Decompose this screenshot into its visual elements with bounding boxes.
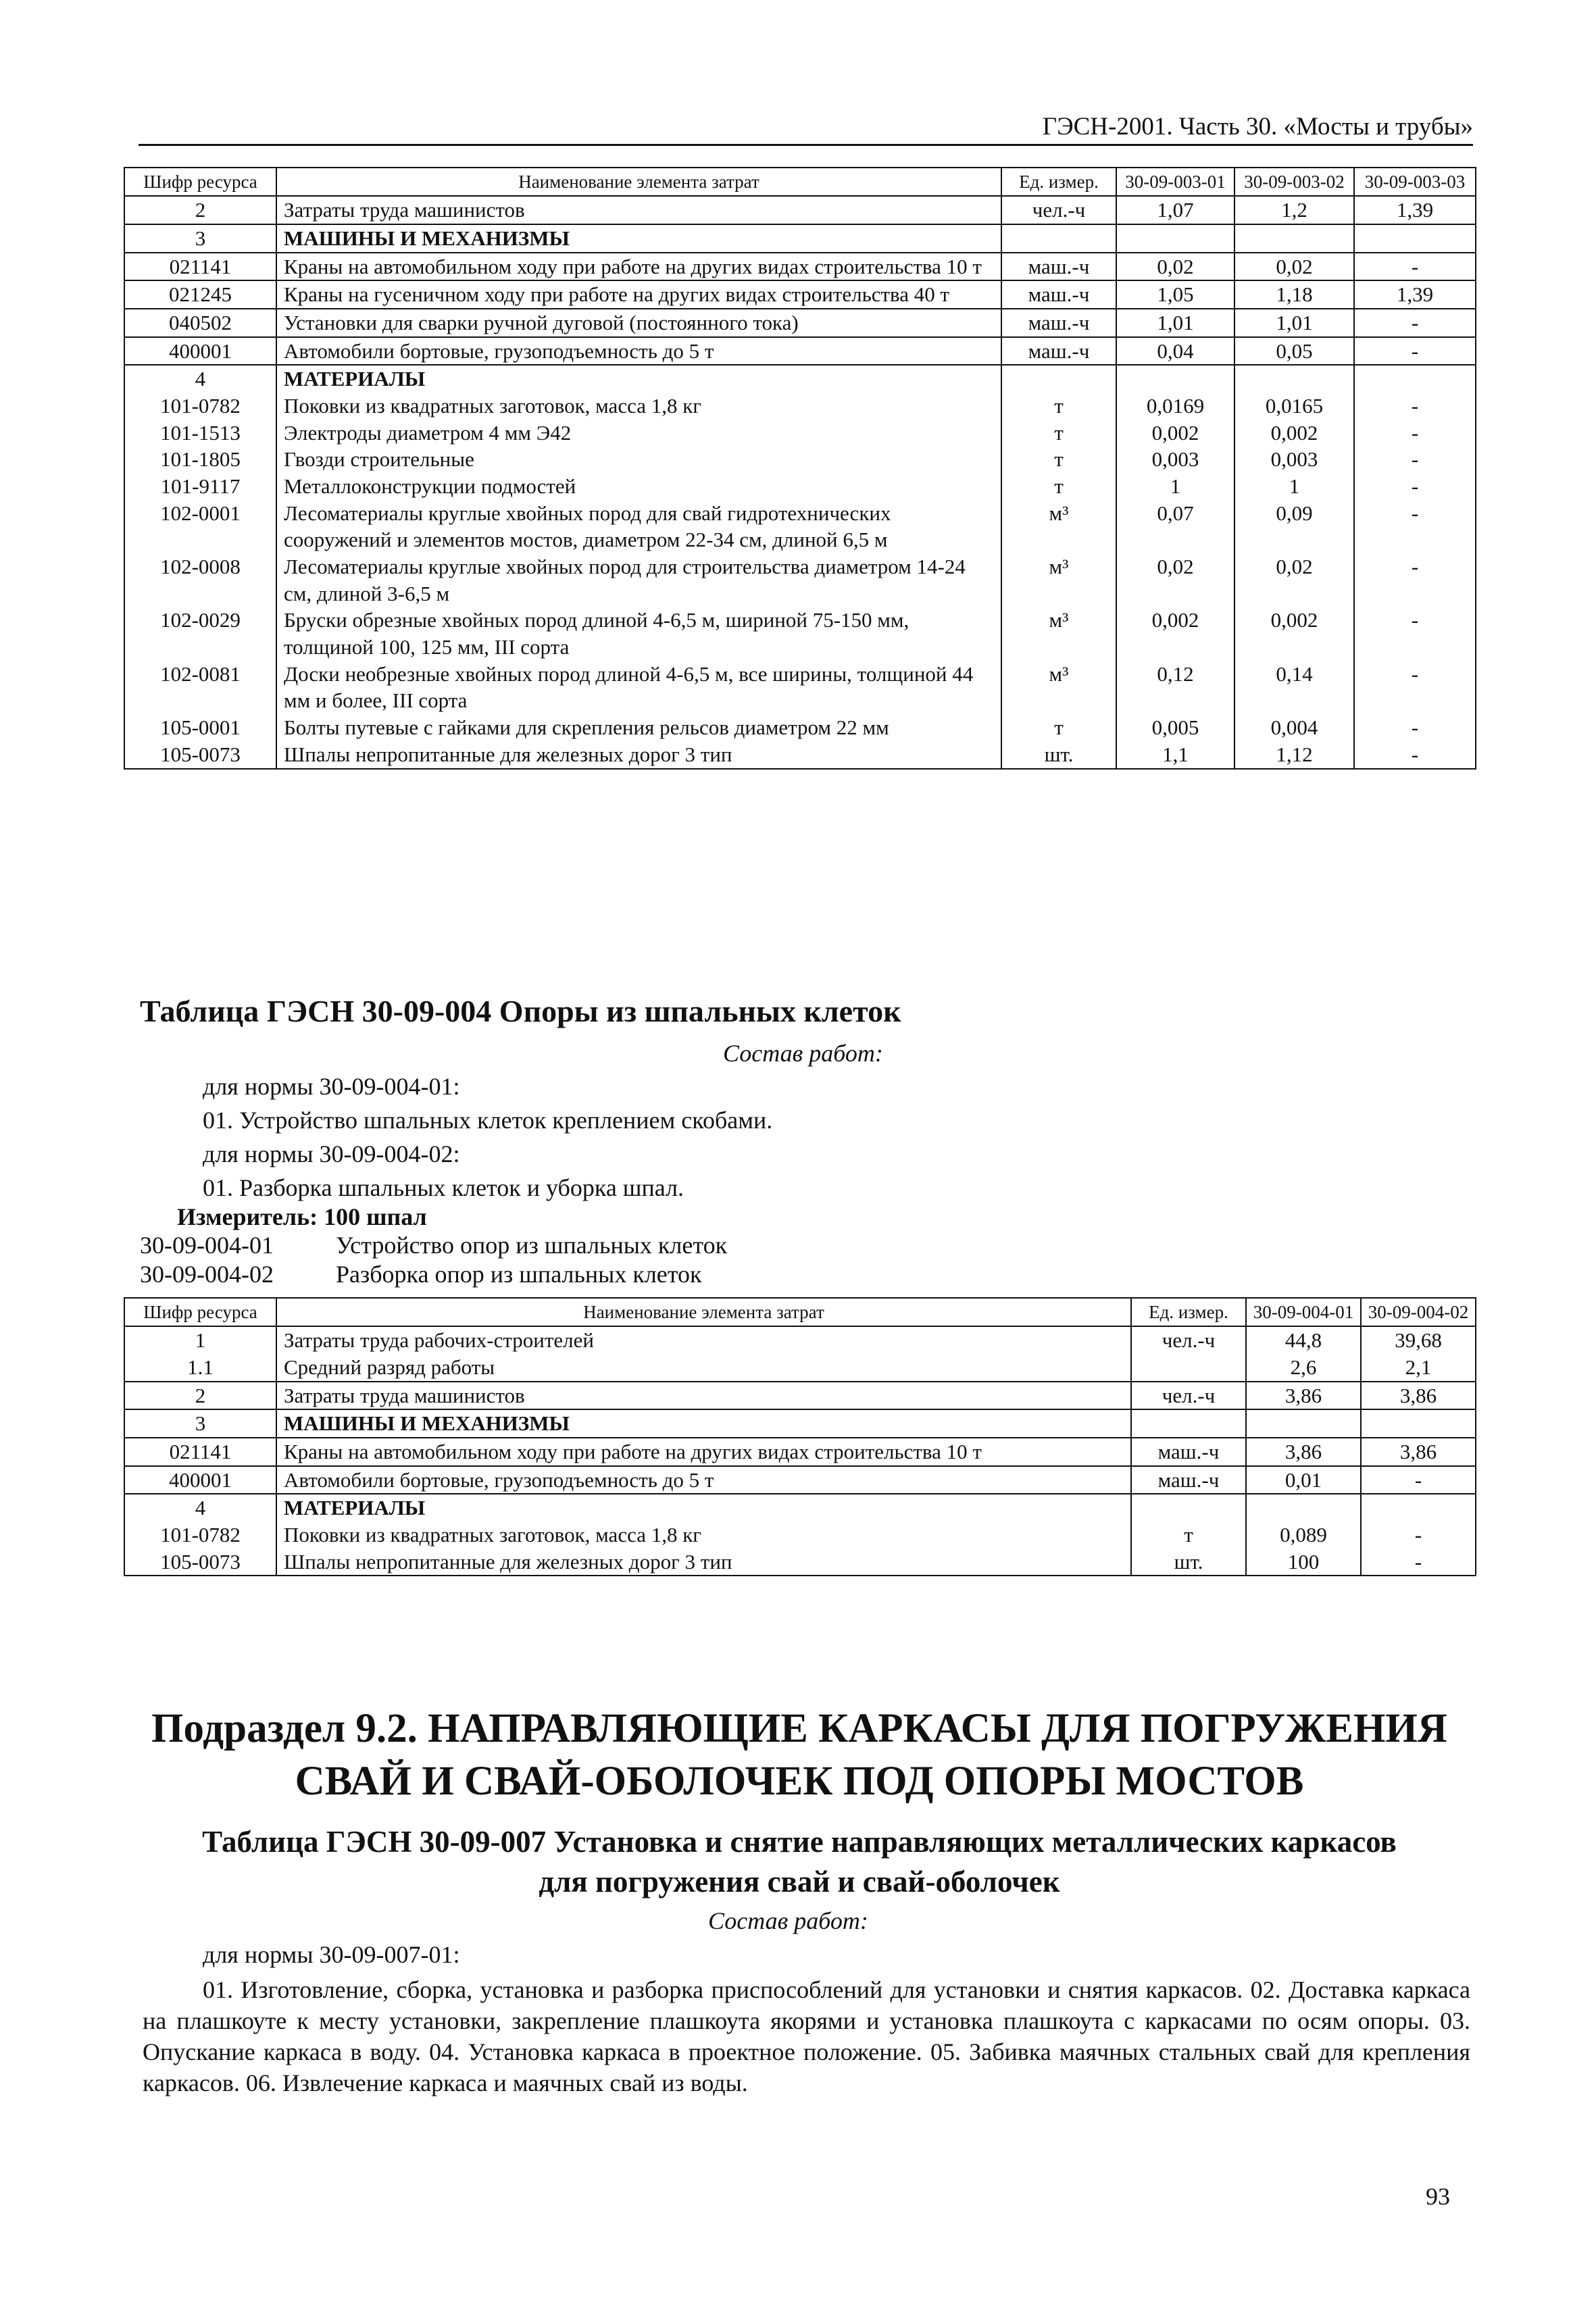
cell-value: 1,01: [1116, 309, 1235, 337]
cell-unit: маш.-ч: [1001, 309, 1116, 337]
cell-value: 0,14: [1235, 661, 1354, 714]
cell-code: 102-0008: [124, 553, 276, 607]
cell-value: 0,12: [1116, 661, 1235, 714]
cell-name: Бруски обрезные хвойных пород длиной 4-6,5 м, шириной 75-150 мм, толщиной 100, 125 мм, III сорта: [276, 607, 1001, 660]
cell-value: [1361, 1494, 1476, 1521]
cell-code: 101-9117: [124, 473, 276, 500]
table-row: [124, 280, 1476, 309]
cell-value: [1354, 224, 1476, 253]
table-row: [124, 1466, 1476, 1494]
cell-value: 2,1: [1361, 1354, 1476, 1382]
cell-value: 0,09: [1235, 500, 1354, 553]
subsection-heading-line: Подраздел 9.2. НАПРАВЛЯЮЩИЕ КАРКАСЫ ДЛЯ ПОГРУЖЕНИЯ: [151, 1706, 1447, 1751]
cell-value: 100: [1246, 1549, 1361, 1576]
cell-code: 105-0073: [124, 741, 276, 769]
cell-code: 040502: [124, 309, 276, 337]
col-header-unit: Ед. измер.: [1131, 1298, 1246, 1326]
cell-value: 1,18: [1235, 280, 1354, 309]
cell-value: [1235, 365, 1354, 393]
cell-value: -: [1354, 741, 1476, 769]
norm-label: для нормы 30-09-004-01:: [203, 1073, 460, 1100]
table-row: [124, 337, 1476, 366]
page-number: 93: [1426, 2183, 1450, 2210]
col-header-name: Наименование элемента затрат: [276, 1298, 1131, 1326]
norm-name: Устройство опор из шпальных клеток: [336, 1232, 728, 1259]
cell-unit: чел.-ч: [1131, 1382, 1246, 1410]
cell-name: Краны на автомобильном ходу при работе на других видах строительства 10 т: [276, 1438, 1131, 1466]
norm-code: 30-09-004-01: [140, 1232, 274, 1259]
cell-value: [1354, 365, 1476, 393]
cell-value: -: [1354, 420, 1476, 447]
cell-value: -: [1354, 473, 1476, 500]
cell-name: Лесоматериалы круглые хвойных пород для строительства диаметром 14-24 см, длиной 3-6,5 м: [276, 553, 1001, 607]
table-row: [124, 1409, 1476, 1438]
cell-name: Поковки из квадратных заготовок, масса 1,8 кг: [276, 1521, 1131, 1549]
cell-value: 0,02: [1116, 253, 1235, 281]
cell-unit: м³: [1001, 500, 1116, 553]
table-row: [124, 607, 1476, 660]
col-header-norm: 30-09-004-01: [1246, 1298, 1361, 1326]
cell-name: Доски необрезные хвойных пород длиной 4-6,5 м, все ширины, толщиной 44 мм и более, III сорта: [276, 661, 1001, 714]
cell-value: 0,002: [1116, 607, 1235, 660]
cell-name: Поковки из квадратных заготовок, масса 1,8 кг: [276, 393, 1001, 420]
cell-name: МАШИНЫ И МЕХАНИЗМЫ: [276, 224, 1001, 253]
cell-unit: м³: [1001, 661, 1116, 714]
cell-name: Шпалы непропитанные для железных дорог 3 тип: [276, 741, 1001, 769]
table-row: [124, 500, 1476, 553]
cell-unit: м³: [1001, 607, 1116, 660]
cell-value: 3,86: [1246, 1438, 1361, 1466]
cell-code: 021245: [124, 280, 276, 309]
table-row: [124, 309, 1476, 337]
cell-value: 0,02: [1235, 553, 1354, 607]
cell-code: 3: [124, 224, 276, 253]
work-composition-text: [143, 1974, 1470, 2098]
table-row: [124, 1354, 1476, 1382]
cell-code: 021141: [124, 253, 276, 281]
cell-unit: [1131, 1409, 1246, 1438]
table-row: [124, 1521, 1476, 1549]
cell-value: 0,005: [1116, 714, 1235, 741]
cell-value: [1235, 224, 1354, 253]
cell-unit: [1131, 1354, 1246, 1382]
table-title: Таблица ГЭСН 30-09-004 Опоры из шпальных клеток: [140, 994, 901, 1028]
cell-value: 0,004: [1235, 714, 1354, 741]
cell-value: -: [1361, 1466, 1476, 1494]
norm-code: 30-09-004-02: [140, 1261, 274, 1288]
cell-name: МАТЕРИАЛЫ: [276, 365, 1001, 393]
cell-code: 105-0073: [124, 1549, 276, 1576]
cell-unit: шт.: [1001, 741, 1116, 769]
table-title: [124, 1822, 1475, 1901]
table-row: [124, 473, 1476, 500]
composition-label: Состав работ:: [708, 1907, 868, 1934]
table-row: [124, 446, 1476, 473]
norm-label: для нормы 30-09-007-01:: [203, 1941, 460, 1968]
norm-label: для нормы 30-09-004-02:: [203, 1140, 460, 1167]
table-row: [124, 1382, 1476, 1410]
cell-unit: чел.-ч: [1131, 1326, 1246, 1354]
table-row: [124, 741, 1476, 769]
cell-name: Затраты труда машинистов: [276, 1382, 1131, 1410]
cell-unit: м³: [1001, 553, 1116, 607]
cell-name: Электроды диаметром 4 мм Э42: [276, 420, 1001, 447]
cell-value: 0,02: [1235, 253, 1354, 281]
cell-code: 400001: [124, 337, 276, 366]
cell-value: 3,86: [1246, 1382, 1361, 1410]
table-row: [124, 224, 1476, 253]
cell-value: 0,002: [1116, 420, 1235, 447]
cell-code: 400001: [124, 1466, 276, 1494]
cell-name: Гвозди строительные: [276, 446, 1001, 473]
cell-value: -: [1354, 309, 1476, 337]
cell-value: 2,6: [1246, 1354, 1361, 1382]
cell-unit: [1001, 224, 1116, 253]
cell-value: -: [1361, 1549, 1476, 1576]
cell-unit: т: [1001, 714, 1116, 741]
cell-value: -: [1354, 553, 1476, 607]
meter: Измеритель: 100 шпал: [177, 1203, 427, 1230]
cell-value: 1,1: [1116, 741, 1235, 769]
cell-name: Автомобили бортовые, грузоподъемность до 5 т: [276, 337, 1001, 366]
subsection-heading-line: СВАЙ И СВАЙ-ОБОЛОЧЕК ПОД ОПОРЫ МОСТОВ: [295, 1759, 1304, 1805]
work-item: 01. Разборка шпальных клеток и уборка шпал.: [203, 1174, 684, 1201]
cell-value: -: [1354, 500, 1476, 553]
cell-code: 2: [124, 196, 276, 224]
cell-unit: шт.: [1131, 1549, 1246, 1576]
cell-value: 0,002: [1235, 607, 1354, 660]
cell-code: 4: [124, 365, 276, 393]
cell-value: 1,12: [1235, 741, 1354, 769]
table-title-line: Таблица ГЭСН 30-09-007 Установка и снятие направляющих металлических каркасов: [202, 1825, 1397, 1859]
col-header-norm: 30-09-003-02: [1235, 168, 1354, 196]
cell-value: 0,07: [1116, 500, 1235, 553]
table-row: [124, 393, 1476, 420]
cell-value: [1246, 1494, 1361, 1521]
cell-name: Затраты труда машинистов: [276, 196, 1001, 224]
norm-name: Разборка опор из шпальных клеток: [336, 1261, 702, 1288]
cell-name: Средний разряд работы: [276, 1354, 1131, 1382]
cell-value: 39,68: [1361, 1326, 1476, 1354]
cell-code: 101-0782: [124, 393, 276, 420]
cell-value: 1,39: [1354, 196, 1476, 224]
cell-code: 2: [124, 1382, 276, 1410]
cell-name: МАШИНЫ И МЕХАНИЗМЫ: [276, 1409, 1131, 1438]
work-item: 01. Устройство шпальных клеток креплением скобами.: [203, 1107, 773, 1134]
cell-name: Лесоматериалы круглые хвойных пород для свай гидротехнических сооружений и элементов мостов, диаметром 22-34 см, длиной 6,5 м: [276, 500, 1001, 553]
cell-value: -: [1354, 253, 1476, 281]
cell-name: Шпалы непропитанные для железных дорог 3 тип: [276, 1549, 1131, 1576]
cell-value: 3,86: [1361, 1438, 1476, 1466]
cell-unit: маш.-ч: [1131, 1438, 1246, 1466]
cell-value: -: [1354, 446, 1476, 473]
cell-code: 102-0029: [124, 607, 276, 660]
cell-code: 3: [124, 1409, 276, 1438]
cell-name: Краны на автомобильном ходу при работе на других видах строительства 10 т: [276, 253, 1001, 281]
cell-unit: [1001, 365, 1116, 393]
col-header-code: Шифр ресурса: [124, 1298, 276, 1326]
cell-unit: чел.-ч: [1001, 196, 1116, 224]
resource-table-30-09-003: [124, 167, 1476, 770]
table-row: [124, 661, 1476, 714]
col-header-norm: 30-09-004-02: [1361, 1298, 1476, 1326]
cell-value: 0,003: [1235, 446, 1354, 473]
cell-unit: [1131, 1494, 1246, 1521]
col-header-code: Шифр ресурса: [124, 168, 276, 196]
table-row: [124, 714, 1476, 741]
cell-code: 021141: [124, 1438, 276, 1466]
cell-value: 1,01: [1235, 309, 1354, 337]
composition-label: Состав работ:: [723, 1040, 883, 1067]
cell-code: 4: [124, 1494, 276, 1521]
cell-value: -: [1354, 714, 1476, 741]
cell-name: Металлоконструкции подмостей: [276, 473, 1001, 500]
cell-unit: т: [1001, 446, 1116, 473]
cell-unit: маш.-ч: [1001, 253, 1116, 281]
cell-code: 101-1805: [124, 446, 276, 473]
cell-value: 0,01: [1246, 1466, 1361, 1494]
cell-value: [1116, 224, 1235, 253]
col-header-norm: 30-09-003-03: [1354, 168, 1476, 196]
table-row: [124, 1438, 1476, 1466]
table-row: [124, 1494, 1476, 1521]
cell-value: [1246, 1409, 1361, 1438]
table-row: [124, 253, 1476, 281]
table-row: [124, 196, 1476, 224]
cell-value: -: [1361, 1521, 1476, 1549]
cell-value: 0,04: [1116, 337, 1235, 366]
col-header-name: Наименование элемента затрат: [276, 168, 1001, 196]
cell-value: 0,0169: [1116, 393, 1235, 420]
table-body: [124, 1326, 1476, 1576]
cell-code: 101-0782: [124, 1521, 276, 1549]
cell-value: 0,05: [1235, 337, 1354, 366]
cell-value: 1,2: [1235, 196, 1354, 224]
running-header: ГЭСН-2001. Часть 30. «Мосты и трубы»: [139, 110, 1473, 146]
cell-name: Болты путевые с гайками для скрепления рельсов диаметром 22 мм: [276, 714, 1001, 741]
cell-value: 44,8: [1246, 1326, 1361, 1354]
cell-unit: маш.-ч: [1001, 280, 1116, 309]
cell-value: [1361, 1409, 1476, 1438]
cell-value: 1,07: [1116, 196, 1235, 224]
cell-unit: т: [1131, 1521, 1246, 1549]
cell-value: 1: [1116, 473, 1235, 500]
cell-code: 1.1: [124, 1354, 276, 1382]
cell-name: Установки для сварки ручной дуговой (постоянного тока): [276, 309, 1001, 337]
cell-code: 102-0081: [124, 661, 276, 714]
cell-name: Затраты труда рабочих-строителей: [276, 1326, 1131, 1354]
cell-name: МАТЕРИАЛЫ: [276, 1494, 1131, 1521]
cell-value: 1,39: [1354, 280, 1476, 309]
work-composition-body: 01. Изготовление, сборка, установка и разборка приспособлений для установки и снятия каркасов. 02. Доставка каркаса на плашкоуте к месту установки, закрепление плашкоута якорями и установка плашкоута с каркасами по осям опоры. 03. Опускание каркаса в воду. 04. Установка каркаса в проектное положение. 05. Забивка маячных стальных свай для крепления каркасов. 06. Извлечение каркаса и маячных свай из воды.: [143, 1976, 1470, 2096]
resource-table-30-09-004: [124, 1297, 1476, 1576]
cell-value: 0,003: [1116, 446, 1235, 473]
cell-value: 0,0165: [1235, 393, 1354, 420]
cell-code: 105-0001: [124, 714, 276, 741]
table-row: [124, 365, 1476, 393]
cell-code: 1: [124, 1326, 276, 1354]
cell-value: 0,02: [1116, 553, 1235, 607]
cell-unit: т: [1001, 473, 1116, 500]
table-header-row: [124, 168, 1476, 196]
cell-value: 3,86: [1361, 1382, 1476, 1410]
table-body: [124, 196, 1476, 768]
table-row: [124, 420, 1476, 447]
cell-unit: т: [1001, 393, 1116, 420]
cell-value: [1116, 365, 1235, 393]
cell-value: -: [1354, 393, 1476, 420]
cell-value: 0,002: [1235, 420, 1354, 447]
cell-value: 1: [1235, 473, 1354, 500]
cell-value: 0,089: [1246, 1521, 1361, 1549]
cell-name: Автомобили бортовые, грузоподъемность до 5 т: [276, 1466, 1131, 1494]
cell-unit: маш.-ч: [1131, 1466, 1246, 1494]
cell-code: 101-1513: [124, 420, 276, 447]
table-title-line: для погружения свай и свай-оболочек: [539, 1864, 1060, 1898]
col-header-norm: 30-09-003-01: [1116, 168, 1235, 196]
table-row: [124, 553, 1476, 607]
table-row: [124, 1326, 1476, 1354]
table-row: [124, 1549, 1476, 1576]
cell-name: Краны на гусеничном ходу при работе на других видах строительства 40 т: [276, 280, 1001, 309]
cell-value: -: [1354, 661, 1476, 714]
cell-value: -: [1354, 337, 1476, 366]
subsection-heading: [124, 1703, 1475, 1808]
cell-value: 1,05: [1116, 280, 1235, 309]
cell-unit: маш.-ч: [1001, 337, 1116, 366]
cell-value: -: [1354, 607, 1476, 660]
col-header-unit: Ед. измер.: [1001, 168, 1116, 196]
table-header-row: [124, 1298, 1476, 1326]
cell-unit: т: [1001, 420, 1116, 447]
cell-code: 102-0001: [124, 500, 276, 553]
